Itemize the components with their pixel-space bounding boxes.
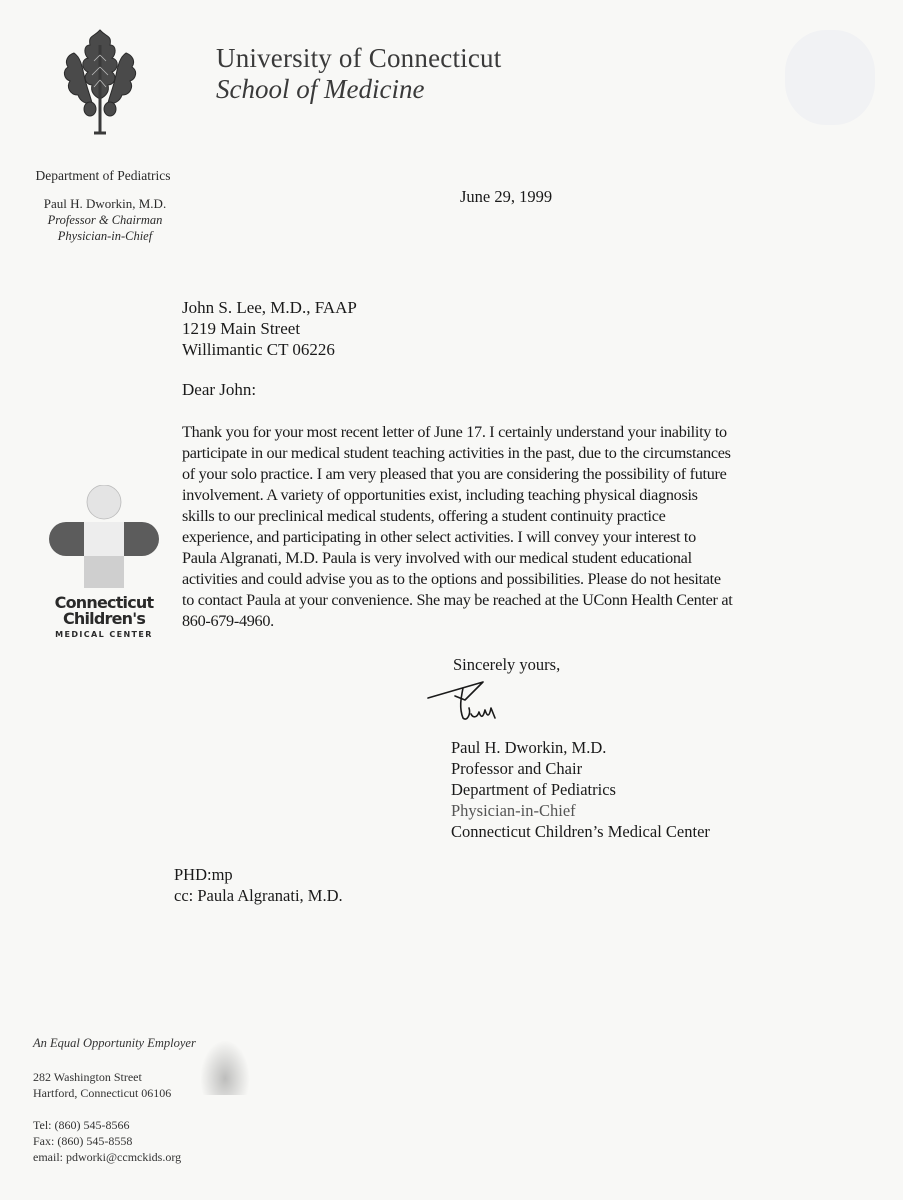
body-line: Paula Algranati, M.D. Paula is very involved with our medical student educational	[182, 549, 692, 567]
university-name: University of Connecticut	[216, 43, 502, 73]
recipient-street: 1219 Main Street	[182, 319, 301, 338]
body-line: 860-679-4960.	[182, 612, 274, 630]
sender-title-2: Physician-in-Chief	[57, 229, 153, 243]
body-line: to contact Paula at your convenience. She may be reached at the UConn Health Center at	[182, 591, 733, 609]
closing: Sincerely yours,	[453, 655, 561, 674]
ccmc-name-line-3: MEDICAL CENTER	[55, 630, 153, 639]
recipient-name: John S. Lee, M.D., FAAP	[182, 298, 357, 317]
signer-title-4: Connecticut Children’s Medical Center	[451, 822, 710, 841]
department-name: Department of Pediatrics	[35, 168, 171, 183]
salutation: Dear John:	[182, 380, 257, 399]
watermark-seal-icon	[785, 30, 875, 125]
letter-date: June 29, 1999	[460, 187, 553, 206]
signer-title-3: Physician-in-Chief	[451, 801, 576, 820]
cc-line: cc: Paula Algranati, M.D.	[174, 886, 343, 905]
footer-fax: Fax: (860) 545-8558	[33, 1134, 133, 1148]
body-line: skills to our preclinical medical students, offering a student continuity practice	[182, 507, 666, 525]
letter-body	[182, 422, 862, 632]
body-line: involvement. A variety of opportunities exist, including teaching physical diagnosis	[182, 486, 698, 504]
recipient-city: Willimantic CT 06226	[182, 340, 335, 359]
letterhead-title-block	[216, 42, 501, 104]
signer-name: Paul H. Dworkin, M.D.	[451, 738, 607, 757]
sender-name: Paul H. Dworkin, M.D.	[43, 196, 167, 211]
footer-tel: Tel: (860) 545-8566	[33, 1118, 130, 1132]
school-name: School of Medicine	[216, 74, 425, 104]
signer-title-1: Professor and Chair	[451, 759, 583, 778]
signature-block	[451, 737, 710, 842]
footer-city: Hartford, Connecticut 06106	[33, 1086, 172, 1100]
signer-title-2: Department of Pediatrics	[451, 780, 616, 799]
ccmc-logo	[48, 485, 160, 639]
scan-artifact	[200, 1040, 250, 1095]
recipient-address	[182, 297, 357, 360]
body-line: participate in our medical student teaching activities in the past, due to the circumstances	[182, 444, 731, 462]
footer-street: 282 Washington Street	[33, 1070, 142, 1084]
ccmc-cross-figure-icon	[48, 485, 160, 590]
department-block	[0, 168, 210, 244]
reference-block	[174, 864, 343, 906]
body-line: experience, and participating in other select activities. I will convey your interest to	[182, 528, 696, 546]
body-line: of your solo practice. I am very pleased that you are considering the possibility of future	[182, 465, 727, 483]
body-line: Thank you for your most recent letter of June 17. I certainly understand your inability to	[182, 423, 727, 441]
handwritten-signature-icon	[425, 678, 525, 743]
equal-opportunity-text: An Equal Opportunity Employer	[33, 1036, 196, 1050]
oak-leaf-acorn-icon	[50, 25, 150, 140]
ccmc-name-line-2: Children's	[62, 609, 146, 628]
body-line: activities and could advise you as to the options and possibilities. Please do not hesitate	[182, 570, 721, 588]
reference-initials: PHD:mp	[174, 865, 233, 884]
ccmc-name-line-1: Connecticut	[54, 593, 154, 612]
footer-email: email: pdworki@ccmckids.org	[33, 1150, 182, 1164]
footer-block	[33, 1036, 196, 1165]
sender-title-1: Professor & Chairman	[47, 213, 163, 227]
